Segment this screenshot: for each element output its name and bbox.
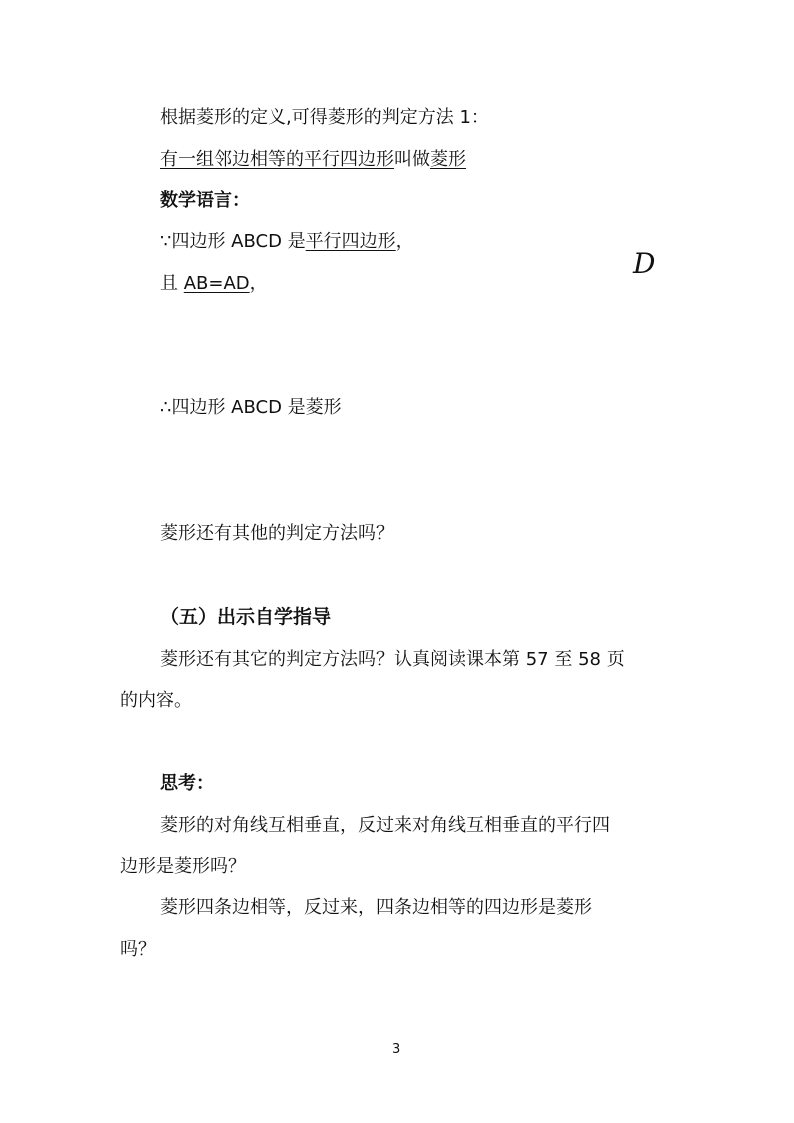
question2-line1: 菱形四条边相等，反过来，四条边相等的四边形是菱形 bbox=[160, 897, 592, 918]
rhombus-method-intro: 根据菱形的定义,可得菱形的判定方法 1： bbox=[160, 107, 489, 128]
condition-prefix: 且 bbox=[160, 273, 184, 294]
figure-vertex-label: D bbox=[633, 247, 656, 280]
section-heading: （五）出示自学指导 bbox=[160, 606, 332, 628]
premise-equal-sides bbox=[160, 272, 268, 296]
definition-text: 有一组邻边相等的平行四边形 bbox=[160, 149, 394, 170]
definition-term: 菱形 bbox=[430, 149, 466, 170]
question1-line1: 菱形的对角线互相垂直，反过来对角线互相垂直的平行四 bbox=[160, 815, 610, 836]
other-methods-question: 菱形还有其他的判定方法吗？ bbox=[160, 523, 394, 544]
definition-connector: 叫做 bbox=[394, 149, 430, 170]
question2-line2: 吗？ bbox=[120, 939, 156, 960]
reading-instruction-line2: 的内容。 bbox=[120, 690, 192, 711]
premise-suffix: ， bbox=[395, 231, 414, 252]
think-heading: 思考： bbox=[160, 773, 214, 794]
conclusion-rhombus: ∴四边形 ABCD 是菱形 bbox=[160, 397, 342, 418]
premise-prefix: ∵四边形 ABCD 是 bbox=[160, 231, 306, 252]
rhombus-definition bbox=[160, 148, 466, 172]
math-language-heading: 数学语言： bbox=[160, 190, 250, 211]
premise-parallelogram bbox=[160, 230, 414, 254]
condition-text: AB=AD bbox=[183, 273, 250, 294]
reading-instruction-line1: 菱形还有其它的判定方法吗？认真阅读课本第 57 至 58 页 bbox=[160, 649, 625, 670]
condition-suffix: ， bbox=[249, 273, 268, 294]
premise-term: 平行四边形 bbox=[305, 231, 396, 252]
page-number: 3 bbox=[392, 1042, 401, 1057]
question1-line2: 边形是菱形吗？ bbox=[120, 856, 246, 877]
